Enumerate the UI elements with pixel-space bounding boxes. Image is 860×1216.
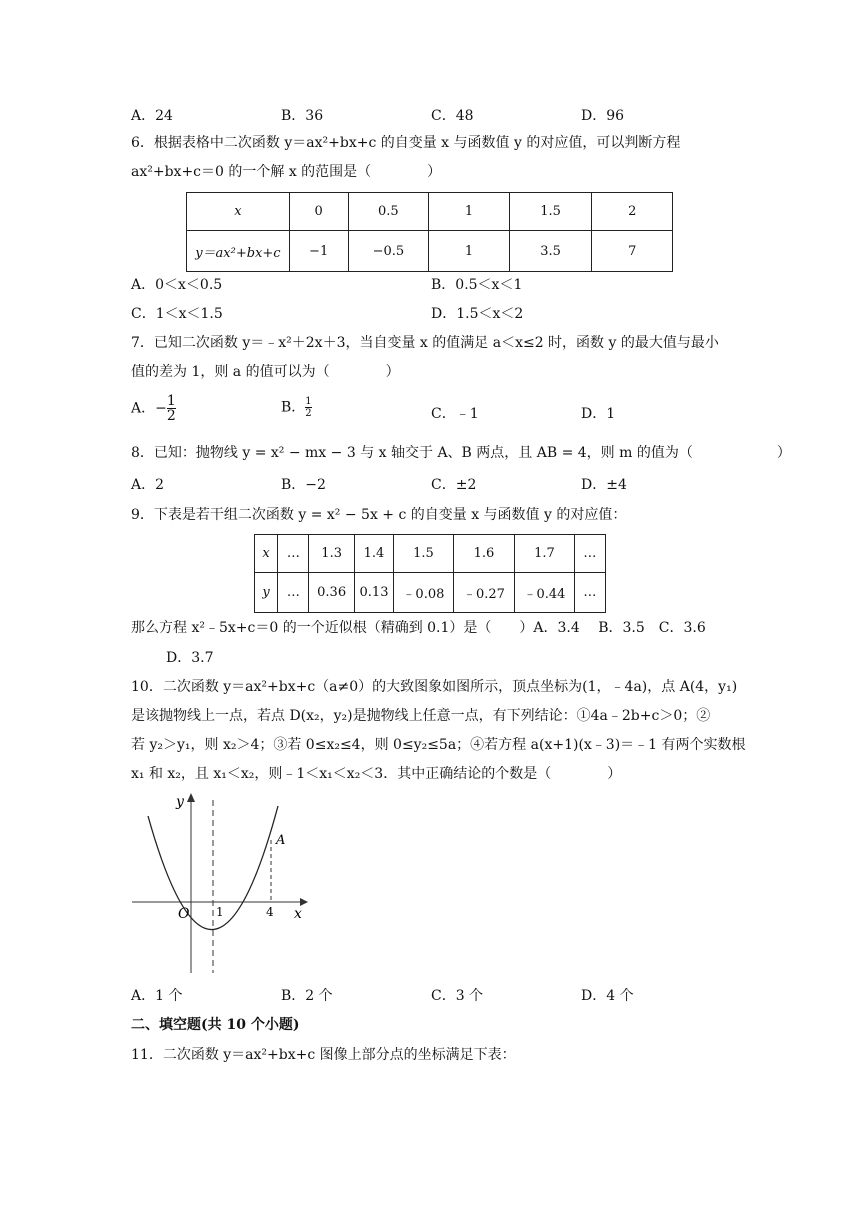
- q9-stem: 9．下表是若干组二次函数 y = x² − 5x + c 的自变量 x 与函数值 y 的对应值：: [131, 507, 627, 523]
- q6-table-cell: −1: [289, 231, 348, 272]
- q8-option-a: A．2: [131, 477, 165, 493]
- q9-option-d: D．3.7: [166, 650, 214, 666]
- q10-option-d: D．4 个: [581, 988, 634, 1004]
- q7-stem-line1: 7．已知二次函数 y＝﹣x²＋2x＋3，当自变量 x 的值满足 a＜x≤2 时，函数 y 的最大值与最小: [131, 335, 719, 351]
- q6-table-cell: 1.5: [509, 193, 592, 231]
- graph-label-a: A: [276, 833, 286, 848]
- q9-table-cell: 1.6: [453, 535, 515, 573]
- q9-table-cell: …: [278, 535, 309, 573]
- q6-table-cell: 1: [429, 231, 510, 272]
- graph-label-x: x: [294, 906, 302, 922]
- q6-table-cell: 7: [592, 231, 673, 272]
- q9-table-cell: x: [255, 535, 278, 573]
- q11-stem: 11．二次函数 y＝ax²+bx+c 图像上部分点的坐标满足下表：: [131, 1047, 516, 1063]
- q10-option-b: B．2 个: [281, 988, 333, 1004]
- q6-table-cell: 0: [289, 193, 348, 231]
- x-axis-arrow-icon: [300, 898, 308, 906]
- q10-line2: 是该抛物线上一点，若点 D(x₂，y₂)是抛物线上任意一点，有下列结论：①4a﹣2b+c＞0；②: [131, 708, 711, 724]
- q6-table: [186, 192, 673, 272]
- q5-option-d: D．96: [581, 108, 625, 124]
- q5-option-b: B．36: [281, 108, 324, 124]
- q6-stem-line1: 6．根据表格中二次函数 y＝ax²+bx+c 的自变量 x 与函数值 y 的对应值，可以判断方程: [131, 135, 681, 151]
- graph-label-one: 1: [216, 905, 224, 919]
- q6-option-c: C．1＜x＜1.5: [131, 306, 223, 322]
- q8-option-b: B．−2: [281, 477, 326, 493]
- fraction-denominator: 2: [305, 408, 312, 419]
- q8-option-d: D．±4: [581, 477, 627, 493]
- q6-option-d: D．1.5＜x＜2: [431, 306, 524, 322]
- q6-table-cell: y＝ax²+bx+c: [187, 231, 290, 272]
- q5-option-c: C．48: [431, 108, 474, 124]
- q9-table-cell: 1.4: [354, 535, 393, 573]
- graph-label-four: 4: [266, 905, 274, 919]
- q9-table-cell: ﹣0.08: [394, 573, 454, 613]
- q6-table-cell: 0.5: [348, 193, 429, 231]
- section-heading: 二、填空题(共 10 个小题): [131, 1017, 300, 1033]
- q7-option-c: C．﹣1: [431, 406, 479, 422]
- q10-option-a: A．1 个: [131, 988, 183, 1004]
- fraction: [167, 394, 176, 423]
- q5-option-a: A．24: [131, 108, 173, 124]
- fraction-denominator: 2: [166, 408, 176, 424]
- q7-stem-line2: 值的差为 1，则 a 的值可以为（ ）: [131, 364, 400, 380]
- q6-table-cell: 3.5: [509, 231, 592, 272]
- q6-option-a: A．0＜x＜0.5: [131, 277, 223, 293]
- q6-table-cell: 2: [592, 193, 673, 231]
- graph-label-y: y: [176, 794, 184, 810]
- q7-option-a-prefix: A．−: [131, 400, 167, 417]
- q8-stem: 8．已知：抛物线 y = x² − mx − 3 与 x 轴交于 A、B 两点，且 AB = 4，则 m 的值为（ ）: [131, 445, 791, 461]
- q9-after-text: 那么方程 x²﹣5x+c＝0 的一个近似根（精确到 0.1）是（ ）A．3.4 B．3.5 C．3.6: [131, 620, 706, 636]
- q10-option-c: C．3 个: [431, 988, 484, 1004]
- q7-option-b-prefix: B．: [281, 399, 306, 416]
- q9-table-cell: 0.36: [309, 573, 354, 613]
- q8-option-c: C．±2: [431, 477, 477, 493]
- q9-table-cell: 1.5: [394, 535, 454, 573]
- q9-table-cell: ﹣0.44: [515, 573, 575, 613]
- q9-table-cell: 1.3: [309, 535, 354, 573]
- q6-stem-line2: ax²+bx+c＝0 的一个解 x 的范围是（ ）: [131, 164, 442, 180]
- q10-parabola-graph: [130, 788, 310, 978]
- fraction-numerator: 1: [305, 396, 312, 407]
- q6-option-b: B．0.5＜x＜1: [431, 277, 523, 293]
- q9-table-cell: 1.7: [515, 535, 575, 573]
- q6-table-cell: x: [187, 193, 290, 231]
- q7-option-d: D．1: [581, 406, 616, 422]
- q10-line4: x₁ 和 x₂，且 x₁＜x₂，则﹣1＜x₁＜x₂＜3．其中正确结论的个数是（ ）: [131, 766, 622, 782]
- q9-table: [254, 534, 606, 613]
- graph-label-origin: O: [178, 906, 190, 922]
- q9-table-cell: y: [255, 573, 278, 613]
- q6-table-cell: −0.5: [348, 231, 429, 272]
- q6-table-cell: 1: [429, 193, 510, 231]
- fraction: [305, 396, 311, 419]
- q9-table-cell: …: [278, 573, 309, 613]
- y-axis-arrow-icon: [187, 793, 195, 802]
- q10-line1: 10．二次函数 y＝ax²+bx+c（a≠0）的大致图象如图所示，顶点坐标为(1，﹣4a)，点 A(4，y₁): [131, 679, 738, 695]
- q9-table-cell: 0.13: [354, 573, 393, 613]
- fraction-numerator: 1: [166, 393, 176, 409]
- q9-table-cell: ﹣0.27: [453, 573, 515, 613]
- q7-option-b: [281, 396, 312, 419]
- q7-option-a: [131, 394, 176, 423]
- q10-line3: 若 y₂＞y₁，则 x₂＞4；③若 0≤x₂≤4，则 0≤y₂≤5a；④若方程 a(x+1)(x﹣3)＝﹣1 有两个实数根: [131, 737, 746, 753]
- q9-table-cell: …: [574, 535, 605, 573]
- q9-table-cell: …: [574, 573, 605, 613]
